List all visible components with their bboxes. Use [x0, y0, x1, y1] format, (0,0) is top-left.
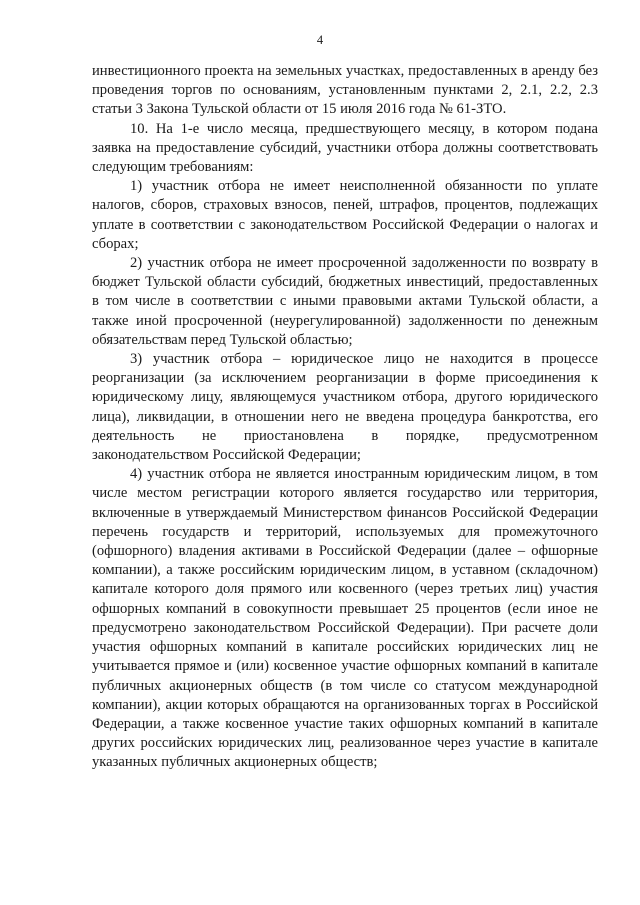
paragraph-item-10: 10. На 1-е число месяца, предшествующего месяцу, в котором подана заявка на предоставление субсидий, участники отбора должны соответствовать следующим требованиям:: [92, 120, 598, 176]
paragraph-continuation: инвестиционного проекта на земельных участках, предоставленных в аренду без проведения торгов по основаниям, установленным пунктами 2, 2.1, 2.2, 2.3 статьи 3 Закона Тульской области от 15 июля 2016 года № 61-ЗТО.: [92, 63, 598, 118]
paragraph-requirement-1: 1) участник отбора не имеет неисполненной обязанности по уплате налогов, сборов, страховых взносов, пеней, штрафов, процентов, подлежащих уплате в соответствии с законодательством Российской Федерации о налогах и сборах;: [92, 178, 598, 252]
paragraph-requirement-3: 3) участник отбора – юридическое лицо не находится в процессе реорганизации (за исключением реорганизации в форме присоединения к юридическому лицу, являющемуся участником отбора, другого юридического лица), ликвидации, в отношении него не введена процедура банкротства, его деятельность не приостановлена в порядке, предусмотренном законодательством Российской Федерации;: [92, 351, 598, 464]
paragraph-requirement-2: 2) участник отбора не имеет просроченной задолженности по возврату в бюджет Тульской области субсидий, бюджетных инвестиций, предоставленных в том числе в соответствии с иными правовыми актами Тульской области, а также иной просроченной (неурегулированной) задолженности по денежным обязательствам перед Тульской областью;: [92, 255, 598, 348]
document-body: [92, 62, 598, 773]
page-number: 4: [316, 33, 324, 47]
paragraph-requirement-4: 4) участник отбора не является иностранным юридическим лицом, в том числе местом регистрации которого является государство или территория, включенные в утверждаемый Министерством финансов Российской Федерации перечень государств и территорий, используемых для промежуточного (офшорного) владения активами в Российской Федерации (далее – офшорные компании), а также российским юридическим лицом, в уставном (складочном) капитале которого доля прямого или косвенного (через третьих лиц) участия офшорных компаний в совокупности превышает 25 процентов (если иное не предусмотрено законодательством Российской Федерации). При расчете доли участия офшорных компаний в капитале российских юридических лиц не учитывается прямое и (или) косвенное участие офшорных компаний в капитале публичных акционерных обществ (в том числе со статусом международной компании), акции которых обращаются на организованных торгах в Российской Федерации, а также косвенное участие таких офшорных компаний в капитале других российских юридических лиц, реализованное через участие в капитале указанных публичных акционерных обществ;: [92, 466, 598, 771]
